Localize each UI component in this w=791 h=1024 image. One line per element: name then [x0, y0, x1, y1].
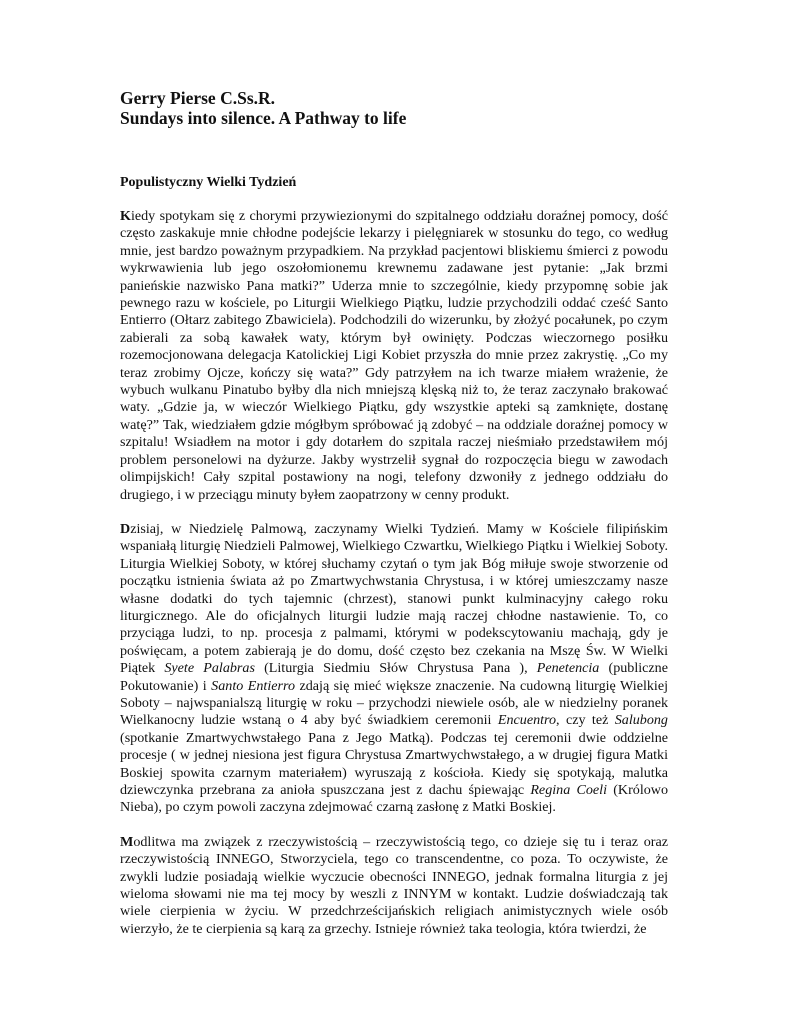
paragraph-text: , czy też — [556, 712, 615, 729]
author-line: Gerry Pierse C.Ss.R. — [120, 88, 276, 108]
paragraph-initial: M — [120, 833, 134, 850]
paragraph-initial: K — [120, 208, 131, 224]
title-line: Sundays into silence. A Pathway to life — [120, 108, 407, 128]
paragraph-text: (Liturgia Siedmiu Słów Chrystusa Pana ), — [254, 660, 537, 677]
italic-term: Penetencia — [536, 660, 600, 677]
paragraph-1 — [120, 208, 668, 504]
paragraph-3 — [120, 834, 668, 938]
document-title — [120, 88, 668, 128]
paragraph-text: (spotkanie Zmartwychwstałego Pana z Jego Matką). Podczas tej ceremonii dwie oddzielne procesje ( w jednej niesiona jest figura Chrystusa Zmartwychwstałego, a w drugiej figura Matki Boskiej spowita czarnym materiałem) wyruszają z kościoła. Kiedy się spotykają, malutka dziewczynka przebrana za anioła spuszczana jest z dachu śpiewając — [120, 729, 668, 798]
italic-term: Santo Entierro — [211, 677, 295, 694]
paragraph-text: (publiczne Pokutowanie) i — [120, 660, 668, 694]
italic-term: Syete Palabras — [164, 660, 255, 677]
paragraph-2 — [120, 521, 668, 817]
italic-term: Salubong — [614, 712, 668, 729]
paragraph-text: (Królowo Nieba), po czym powoli zaczyna zdejmować czarną zasłonę z Matki Boskiej. — [120, 782, 669, 816]
paragraph-text: odlitwa ma związek z rzeczywistością – rzeczywistością tego, co dzieje się tu i teraz oraz rzeczywistością INNEGO, Stworzyciela, tego co transcendentne, co poza. To oczywiste, że zwykli ludzie posiadają wielkie wyczucie obecności INNEGO, jednak formalna liturgia z jej wieloma słowami nie ma tej mocy by weszli z INNYM w kontakt. Ludzie doświadczają tak wiele cierpienia w życiu. W przedchrześcijańskich religiach animistycznych wiele osób wierzyło, że te cierpienia są karą za grzechy. Istnieje również taka teologia, która twierdzi, że — [120, 833, 668, 937]
paragraph-text: iedy spotykam się z chorymi przywiezionymi do szpitalnego oddziału doraźnej pomocy, dość często zaskakuje mnie chłodne podejście lekarzy i pielęgniarek w stosunku do tego, co według mnie, jest bardzo poważnym przypadkiem. Na przykład pacjentowi bliskiemu śmierci z powodu wykrwawienia lub jego oszołomionemu krewnemu zadawane jest pytanie: „Jak brzmi panieńskie nazwisko Pana matki?” Uderza mnie to szczególnie, kiedy przypomnę sobie jak pewnego razu w kościele, po Liturgii Wielkiego Piątku, ludzie przychodzili oddać cześć Santo Entierro (Ołtarz zabitego Zbawiciela). Podchodzili do wizerunku, by złożyć pocałunek, po czym zabierali za sobą kawałek waty, którym był owinięty. Podczas wieczornego posiłku rozemocjonowana delegacja Katolickiej Ligi Kobiet przyszła do mnie przez zakrystię. „Co my teraz zrobimy Ojcze, kończy się wata?” Gdy patrzyłem na ich twarze miałem wrażenie, że wybuch wulkanu Pinatubo byłby dla nich mniejszą klęską niż to, że teraz zaczynało brakować waty. „Gdzie ja, w wieczór Wielkiego Piątku, gdy wszystkie apteki są zamknięte, dostanę watę?” Tak, wiedziałem gdzie mógłbym spróbować ją zdobyć – na oddziale doraźnej pomocy w szpitalu! Wsiadłem na motor i gdy dotarłem do szpitala raczej nieśmiało przedstawiłem mój problem personelowi na dyżurze. Jakby wystrzelił sygnał do rozpoczęcia biegu w zawodach olimpijskich! Cały szpital postawiony na nogi, telefony dzwoniły z jednego oddziału do drugiego, i w przeciągu minuty byłem zaopatrzony w cenny produkt. — [120, 208, 668, 503]
section-heading: Populistyczny Wielki Tydzień — [120, 175, 297, 190]
italic-term: Encuentro — [497, 712, 557, 729]
document-body — [120, 88, 668, 938]
italic-term: Regina Coeli — [530, 782, 607, 798]
paragraph-initial: D — [120, 520, 131, 537]
paragraph-text: zisiaj, w Niedzielę Palmową, zaczynamy Wielki Tydzień. Mamy w Kościele filipińskim wspaniałą liturgię Niedzieli Palmowej, Wielkiego Czwartku, Wielkiego Piątku i Wielkiej Soboty. Liturgia Wielkiej Soboty, w której słuchamy czytań o tym jak Bóg miłuje swoje stworzenie od początku istnienia świata aż po Zmartwychwstania Chrystusa, i w której umieszczamy nasze własne dodatki do tych tajemnic (chrzest), stanowi punkt kulminacyjny całego roku liturgicznego. Ale do oficjalnych liturgii ludzie mają raczej chłodne nastawienie. To, co przyciąga ludzi, to np. procesja z palmami, którymi w podekscytowaniu machają, gdy je poświęcam, a potem zabierają je do domu, dość często bez czekania na Mszę Św. W Wielki Piątek — [120, 520, 668, 677]
paragraph-text: zdają się mieć większe znaczenie. Na cudowną liturgię Wielkiej Soboty – najwspanialszą liturgię w roku – przychodzi niewiele osób, ale w niedzielny poranek Wielkanocny ludzie wstaną o 4 aby być świadkiem ceremonii — [120, 677, 668, 729]
